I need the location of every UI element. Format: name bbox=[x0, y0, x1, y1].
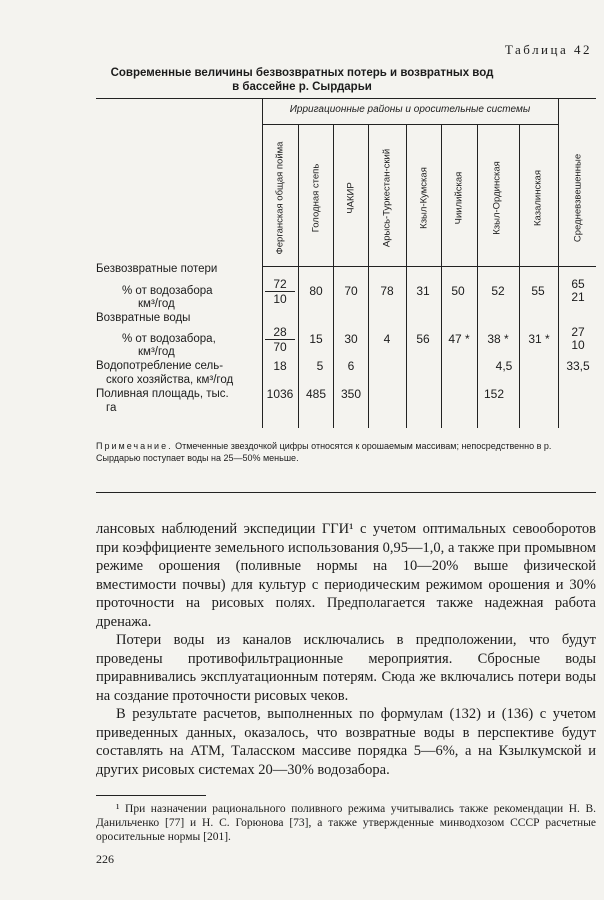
table-cell: 70 bbox=[344, 284, 358, 298]
col-header: Ферганская общая пойма bbox=[274, 141, 286, 255]
table-cell: 55 bbox=[531, 284, 545, 298]
col-header: Казалинская bbox=[532, 170, 544, 226]
table-cell: 78 bbox=[380, 284, 394, 298]
table-cell: 65 bbox=[571, 277, 585, 291]
col-header: Кзыл-Ординская bbox=[491, 161, 503, 235]
paragraph: Потери воды из каналов исключались в предположении, что будут проведены противофильтрационные мероприятия. Сбросные воды приравнивались эксплуатационным потерям. Сюда же включались потери воды на создание проточности рисовых чеков. bbox=[96, 632, 596, 704]
table-cell: 15 bbox=[309, 332, 323, 346]
table-cell: 31 bbox=[416, 284, 430, 298]
table-cell-fraction: $\frac{28}{70}$ bbox=[265, 325, 295, 354]
table-cell: 56 bbox=[416, 332, 430, 346]
col-header: Кзыл-Кумская bbox=[418, 167, 430, 229]
table-cell: 4,5 bbox=[495, 359, 513, 373]
page-label: Таблица 42 bbox=[504, 42, 592, 57]
row-label: км³/год bbox=[138, 298, 175, 310]
table-cell: 5 bbox=[316, 359, 324, 373]
table-title-line-2: в бассейне р. Сырдарьи bbox=[232, 81, 372, 93]
table-cell: 152 bbox=[483, 387, 505, 401]
row-label: га bbox=[106, 402, 117, 414]
row-label: ского хозяйства, км³/год bbox=[106, 374, 234, 386]
table-title-line-1: Современные величины безвозвратных потерь и возвратных вод bbox=[110, 67, 494, 79]
group-header: Ирригационные районы и оросительные системы bbox=[289, 104, 531, 115]
note-text: Отмеченные звездочкой цифры относятся к орошаемым массивам; непосредственно в р. Сырдарью поступает воды на 25—50% меньше. bbox=[96, 441, 552, 463]
table-cell-fraction: $\frac{72}{10}$ bbox=[265, 277, 295, 306]
row-label: Водопотребление сель- bbox=[96, 360, 224, 372]
footnote: ¹ При назначении рационального поливного режима учитывались также рекомендации Н. В. Данильченко [77] и Н. С. Горюнова [73], а также утвержденные минводхозом СССР расчетные оросительные нормы [201]. bbox=[96, 803, 596, 843]
table-note bbox=[96, 440, 596, 464]
col-divider bbox=[477, 124, 478, 428]
page-number: 226 bbox=[96, 852, 114, 866]
footnote-rule bbox=[96, 795, 206, 796]
table-cell: 31 * bbox=[528, 332, 550, 346]
section-rule bbox=[96, 492, 596, 493]
table-cell: 38 * bbox=[487, 332, 509, 346]
table-cell: 10 bbox=[571, 338, 585, 352]
table-cell: 80 bbox=[309, 284, 323, 298]
col-header: ЧАКИР bbox=[345, 182, 357, 214]
table-cell: 21 bbox=[571, 290, 585, 304]
paragraph: В результате расчетов, выполненных по формулам (132) и (136) с учетом приведенных данных, оказалось, что возвратные воды в перспективе будут составлять на АТМ, Таласском массиве порядка 5—6%, а на Кзылкумской и других рисовых системах 20—30% водозабора. bbox=[96, 706, 596, 778]
note-label: Примечание. bbox=[96, 441, 173, 451]
paragraph: лансовых наблюдений экспедиции ГГИ¹ с учетом оптимальных севооборотов при коэффициенте земельного использования 0,95—1,0, а также при промывном режиме орошения (поливные нормы на 10—20% выше физической вместимости почвы) для культур с периодическим режимом орошения и 30% проточности на рисовых полях. Предполагается также надежная работа дренажа. bbox=[96, 521, 596, 630]
col-header: Средневзвешенные bbox=[572, 153, 584, 243]
col-divider bbox=[558, 98, 559, 428]
row-label: км³/год bbox=[138, 346, 175, 358]
row-label: Безвозвратные потери bbox=[96, 263, 218, 275]
row-label: % от водозабора, bbox=[122, 333, 216, 345]
table-cell: 50 bbox=[451, 284, 465, 298]
table-cell: 6 bbox=[347, 359, 355, 373]
col-header: Голодная степь bbox=[310, 163, 322, 233]
table-cell: 18 bbox=[273, 359, 287, 373]
row-label: Возвратные воды bbox=[96, 312, 191, 324]
table-cell: 485 bbox=[305, 387, 327, 401]
table-cell: 1036 bbox=[266, 387, 294, 401]
row-label: % от водозабора bbox=[122, 285, 213, 297]
table-top-rule bbox=[96, 98, 596, 99]
table-cell: 33,5 bbox=[566, 359, 590, 373]
table-cell: 47 * bbox=[448, 332, 470, 346]
group-header-rule bbox=[262, 124, 558, 125]
col-header: Чиилийская bbox=[453, 171, 465, 225]
table-cell: 350 bbox=[340, 387, 362, 401]
col-header: Арысь-Туркестан-ский bbox=[381, 148, 393, 248]
table-cell: 30 bbox=[344, 332, 358, 346]
body-text bbox=[96, 520, 596, 779]
table-cell: 27 bbox=[571, 325, 585, 339]
table-cell: 52 bbox=[491, 284, 505, 298]
table-cell: 4 bbox=[383, 332, 391, 346]
header-bottom-rule bbox=[262, 266, 596, 267]
row-label: Поливная площадь, тыс. bbox=[96, 388, 229, 400]
